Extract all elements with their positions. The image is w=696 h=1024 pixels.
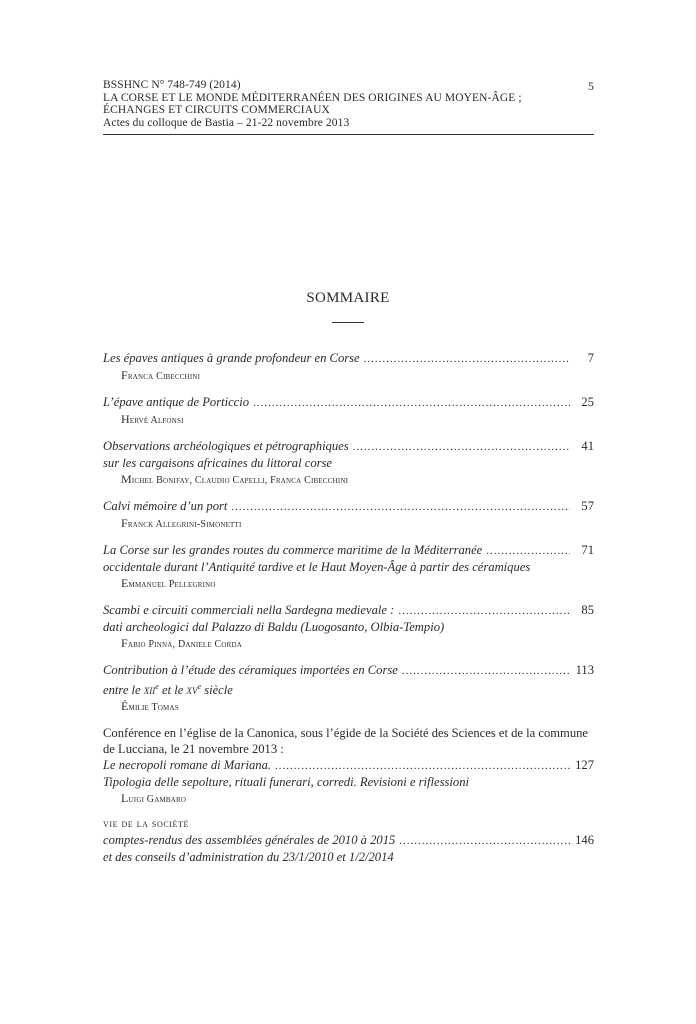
entry-title-continued: occidentale durant l’Antiquité tardive et le Haut Moyen-Âge à partir des céramiques [103, 560, 531, 574]
entry-author: Franca Cibecchini [121, 368, 201, 382]
leader-dots [402, 663, 570, 679]
entry-title-continued: sur les cargaisons africaines du littoral corse [103, 456, 333, 470]
entry-page: 25 [581, 395, 594, 409]
entry-page: 146 [575, 833, 594, 848]
entry-title-continued: dati archeologici dal Palazzo di Baldu (Luogosanto, Olbia-Tempio) [103, 620, 445, 634]
entry-page: 85 [581, 603, 594, 617]
entry-author: Emmanuel Pellegrino [121, 576, 216, 590]
toc-entry [103, 542, 594, 593]
entry-title[interactable]: La Corse sur les grandes routes du commerce maritime de la Méditerranée [103, 543, 483, 557]
leader-dots [399, 833, 570, 849]
entry-page: 127 [575, 758, 594, 773]
entry-author: Franck Allegrini-Simonetti [121, 516, 242, 530]
entry-title[interactable]: L’épave antique de Porticcio [103, 395, 250, 409]
leader-dots [231, 499, 570, 515]
page-number: 5 [588, 79, 594, 93]
volume-subtitle: ÉCHANGES ET CIRCUITS COMMERCIAUX [103, 104, 330, 116]
entry-title[interactable]: Observations archéologiques et pétrographiques [103, 439, 349, 453]
entry-author: Fabio Pinna, Daniele Corda [121, 636, 243, 650]
toc-entry [103, 662, 594, 716]
toc-entry [103, 602, 594, 653]
leader-dots [253, 395, 570, 411]
conference-intro: Conférence en l’église de la Canonica, sous l’égide de la Société des Sciences et de la commune de Lucciana, le 21 novembre 2013 : [103, 726, 589, 757]
entry-title[interactable]: Calvi mémoire d’un port [103, 499, 228, 513]
section-heading: vie de la société [103, 818, 189, 831]
entry-title[interactable]: comptes-rendus des assemblées générales de 2010 à 2015 [103, 833, 396, 848]
title-rule [332, 322, 364, 323]
entry-page: 113 [575, 663, 594, 677]
page-title: SOMMAIRE [306, 290, 390, 306]
running-header [103, 79, 594, 129]
entry-title[interactable]: Le necropoli romane di Mariana. [103, 758, 272, 773]
toc-entry [103, 498, 594, 533]
toc-entry [103, 725, 594, 808]
entry-page: 41 [581, 439, 594, 453]
entry-title[interactable]: Les épaves antiques à grande profondeur en Corse [103, 351, 360, 365]
toc-entry [103, 817, 594, 865]
entry-title-continued: et des conseils d’administration du 23/1/2010 et 1/2/2014 [103, 850, 394, 865]
toc-entry [103, 438, 594, 489]
table-of-contents [103, 350, 594, 874]
toc-entry [103, 350, 594, 385]
entry-author: Luigi Gambaro [121, 791, 187, 806]
leader-dots [486, 543, 570, 559]
leader-dots [353, 439, 570, 455]
header-rule [103, 134, 594, 135]
leader-dots [398, 603, 570, 619]
journal-issue: BSSHNC N° 748-749 (2014) [103, 79, 241, 91]
entry-author: Émilie Tomas [121, 699, 179, 714]
entry-page: 7 [587, 351, 594, 365]
volume-title: LA CORSE ET LE MONDE MÉDITERRANÉEN DES ORIGINES AU MOYEN-ÂGE ; [103, 91, 522, 104]
entry-page: 57 [581, 499, 594, 513]
toc-entry [103, 394, 594, 429]
entry-title[interactable]: Scambi e circuiti commerciali nella Sardegna medievale : [103, 603, 395, 617]
entry-author: Michel Bonifay, Claudio Capelli, Franca Cibecchini [121, 472, 349, 486]
entry-page: 71 [581, 543, 594, 557]
entry-title-continued: Tipologia delle sepolture, rituali funerari, corredi. Revisioni e riflessioni [103, 775, 470, 790]
entry-author: Hervé Alfonsi [121, 412, 184, 426]
leader-dots [364, 351, 570, 367]
leader-dots [275, 758, 570, 774]
entry-title-continued: entre le xii$^e$ et le $xv^e$ siècle [103, 682, 233, 698]
entry-title[interactable]: Contribution à l’étude des céramiques importées en Corse [103, 663, 398, 677]
colloquium-note: Actes du colloque de Bastia – 21-22 novembre 2013 [103, 116, 350, 129]
